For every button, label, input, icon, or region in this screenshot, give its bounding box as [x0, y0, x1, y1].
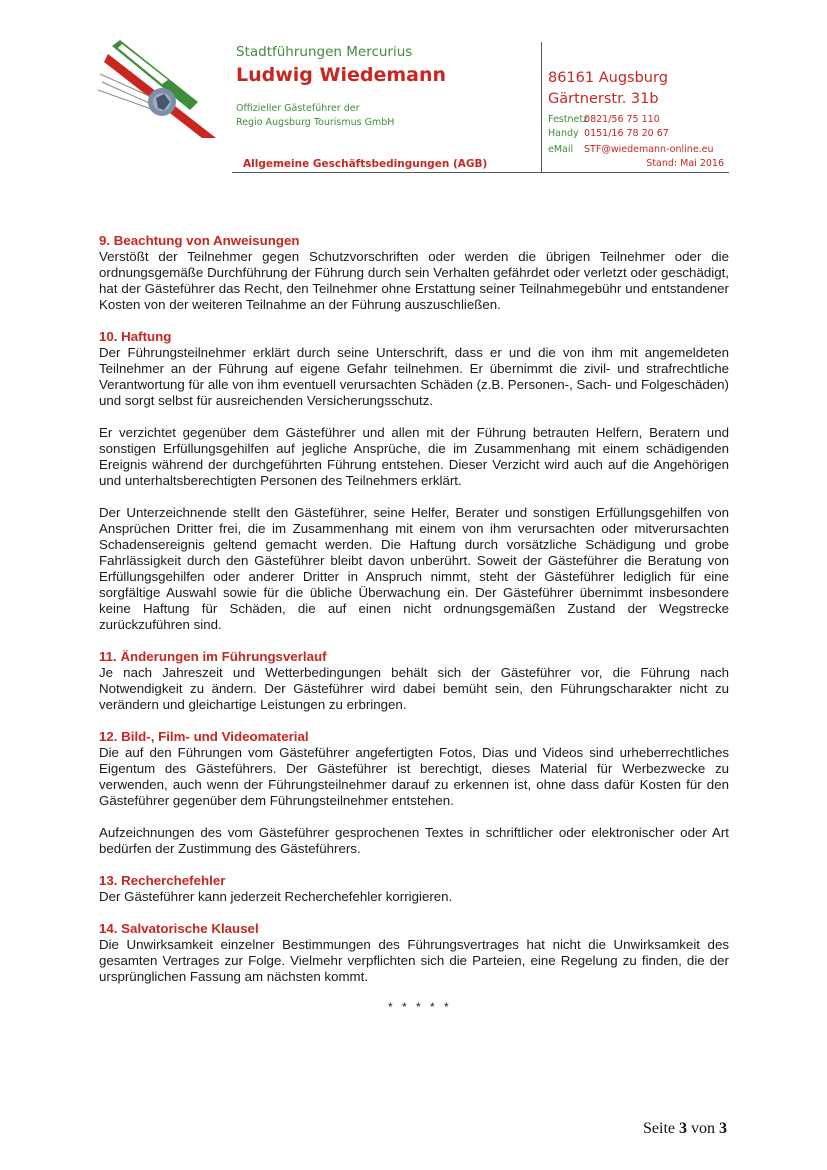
section-paragraph: Aufzeichnungen des vom Gästeführer gesprochenen Textes in schriftlicher oder elektronischer oder Art bedürfen der Zustimmung des Gästeführers. — [99, 825, 729, 856]
phone-label: Festnetz — [548, 114, 589, 125]
section-13 — [99, 873, 729, 905]
section-paragraph: Der Gästeführer kann jederzeit Recherchefehler korrigieren. — [99, 889, 453, 904]
phone-row — [548, 113, 738, 127]
document-date: Stand: Mai 2016 — [646, 158, 724, 169]
section-heading: 10. Haftung — [99, 329, 172, 344]
footer-total-pages: 3 — [719, 1120, 727, 1137]
contact-list — [548, 113, 738, 157]
company-block — [236, 44, 536, 130]
mobile-row — [548, 127, 738, 141]
address-block — [548, 68, 738, 157]
section-11 — [99, 649, 729, 713]
section-14 — [99, 921, 729, 985]
section-paragraph: Verstößt der Teilnehmer gegen Schutzvorschriften oder werden die übrigen Teilnehmer oder die ordnungsgemäße Durchführung der Führung durch sein Verhalten gefährdet oder verletzt oder geschädigt, hat der Gästeführer das Recht, den Teilnehmer ohne Erstattung seiner Teilnahmegebühr und entstandener Kosten von der weiteren Teilnahme an der Führung auszuschließen. — [99, 249, 729, 312]
subtitle-line-1: Offizieller Gästeführer der — [236, 103, 360, 114]
mobile-number: 0151/16 78 20 67 — [584, 127, 669, 139]
section-paragraph: Der Unterzeichnende stellt den Gästeführer, seine Helfer, Berater und sonstigen Erfüllungsgehilfen von Ansprüchen Dritter frei, die im Zusammenhang mit einem von ihm verursachten oder mitverursachten Schadensereignis geltend gemacht werden. Die Haftung durch vorsätzliche Schädigung und grobe Fahrlässigkeit durch den Gästeführer bleibt davon unberührt. Soweit der Gästeführer die Beratung von Erfüllungsgehilfen oder anderer Dritter in Anspruch nimmt, steht der Gästeführer lediglich für eine sorgfältige Auswahl sowie für die übliche Überwachung ein. Der Gästeführer übernimmt insbesondere keine Haftung für Schäden, die auf einen nicht ordnungsgemäßen Zustand der Wegstrecke zurückzuführen sind. — [99, 505, 729, 632]
section-heading: 13. Recherchefehler — [99, 873, 226, 888]
owner-name: Ludwig Wiedemann — [236, 64, 447, 86]
header-divider-horizontal — [232, 172, 729, 173]
address-street: Gärtnerstr. 31b — [548, 91, 659, 107]
subtitle-line-2: Regio Augsburg Tourismus GmbH — [236, 117, 395, 128]
header-divider-vertical — [541, 42, 542, 172]
email-address: STF@wiedemann-online.eu — [584, 144, 714, 155]
document-title: Allgemeine Geschäftsbedingungen (AGB) — [243, 158, 488, 170]
section-paragraph: Die Unwirksamkeit einzelner Bestimmungen des Führungsvertrages hat nicht die Unwirksamkeit des gesamten Vertrages zur Folge. Vielmehr verpflichten sich die Parteien, eine Regelung zu finden, die der ursprünglichen Fassung am nächsten kommt. — [99, 937, 729, 984]
email-row — [548, 143, 738, 157]
section-heading: 11. Änderungen im Führungsverlauf — [99, 649, 327, 664]
phone-number: 0821/56 75 110 — [584, 114, 660, 125]
email-label: eMail — [548, 144, 574, 155]
section-paragraph: Je nach Jahreszeit und Wetterbedingungen behält sich der Gästeführer vor, die Führung nach Notwendigkeit zu ändern. Der Gästeführer wird dabei bemüht sein, den Führungscharakter nicht zu verändern und gleichartige Leistungen zu erbringen. — [99, 665, 729, 712]
section-heading: 14. Salvatorische Klausel — [99, 921, 259, 936]
company-logo — [98, 40, 218, 140]
address-city: 86161 Augsburg — [548, 70, 668, 86]
footer-von: von — [691, 1120, 715, 1137]
section-heading: 12. Bild-, Film- und Videomaterial — [99, 729, 309, 744]
section-paragraph: Der Führungsteilnehmer erklärt durch seine Unterschrift, dass er und die von ihm mit angemeldeten Teilnehmer an der Führung auf eigene Gefahr teilnehmen. Er übernimmt die zivil- und strafrechtliche Verantwortung für alle von ihm eventuell verursachten Schäden (z.B. Personen-, Sach- und Folgeschäden) und sorgt selbst für ausreichenden Versicherungsschutz. — [99, 345, 729, 408]
terms-content — [99, 233, 729, 1001]
page-footer — [643, 1120, 727, 1138]
section-12 — [99, 729, 729, 857]
mobile-label: Handy — [548, 127, 579, 139]
company-name: Stadtführungen Mercurius — [236, 44, 413, 60]
section-paragraph: Die auf den Führungen vom Gästeführer angefertigten Fotos, Dias und Videos sind urheberrechtliches Eigentum des Gästeführers. Der Gästeführer ist berechtigt, dieses Material für Werbezwecke zu verwenden, auch wenn der Führungsteilnehmer darauf zu erkennen ist, ohne dass dafür Kosten für den Gästeführer gegenüber dem Führungsteilnehmer entstehen. — [99, 745, 729, 808]
footer-seite: Seite — [643, 1120, 675, 1137]
section-paragraph: Er verzichtet gegenüber dem Gästeführer und allen mit der Führung betrauten Helfern, Beratern und sonstigen Erfüllungsgehilfen auf jegliche Ansprüche, die im Zusammenhang mit einem schädigenden Ereignis während der durchgeführten Führung entstehen. Dieser Verzicht wird auch auf die Angehörigen und unterhaltsberechtigten Personen des Teilnehmers erklärt. — [99, 425, 729, 488]
section-10 — [99, 329, 729, 633]
section-9 — [99, 233, 729, 313]
footer-page-number: 3 — [679, 1120, 687, 1137]
closing-stars: * * * * * — [388, 1000, 452, 1014]
section-heading: 9. Beachtung von Anweisungen — [99, 233, 300, 248]
